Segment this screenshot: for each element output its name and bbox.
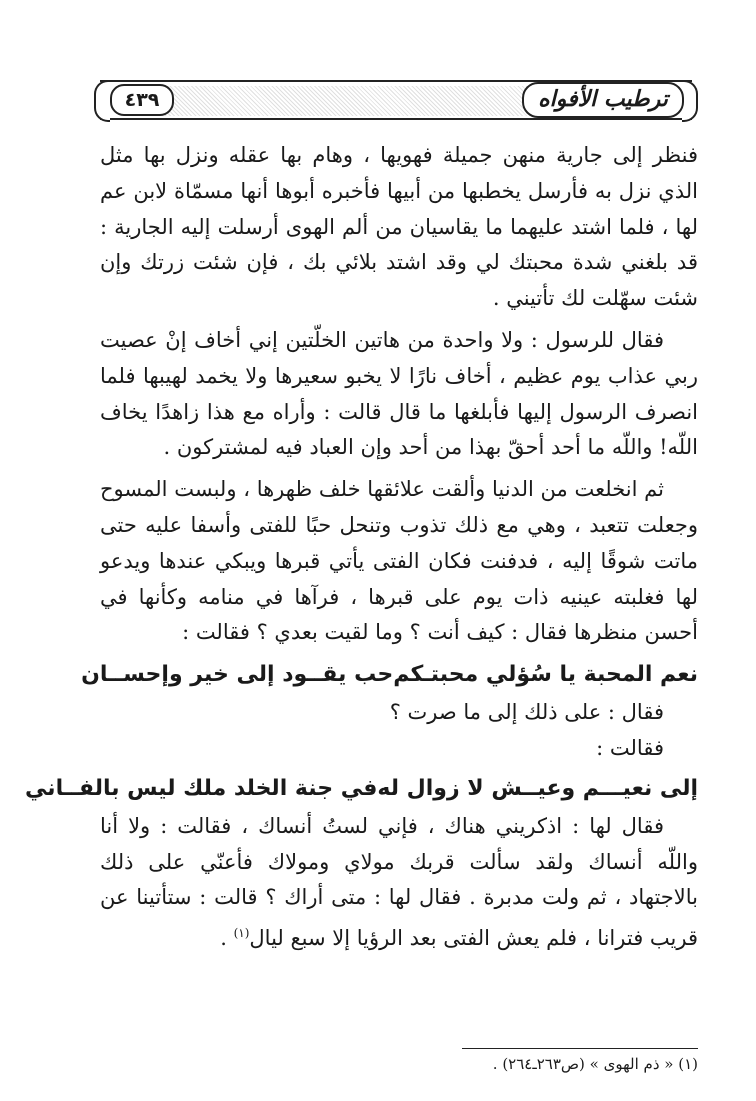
page-header xyxy=(100,74,692,126)
paragraph-4-end: . xyxy=(220,926,234,951)
footnote: (١) « ذم الهوى » (ص٢٦٣ـ٢٦٤) . xyxy=(492,1055,698,1073)
paragraph-1: فنظر إلى جارية منهن جميلة فهويها ، وهام بها عقله ونزل بها مثل الذي نزل به فأرسل يخطبها من أبيها فأخبره أبوها أنها مسمّاة لابن عم لها ، فلما اشتد عليهما ما يقاسيان من ألم الهوى أرسلت إليه الجارية : قد بلغني شدة محبتك لي وقد اشتد بلائي بك ، فإن شئت زرتك وإن شئت سهّلت لك تأتيني . xyxy=(100,143,698,311)
verse-2-second-hemistich: في جنة الخلد ملك ليس بالفــاني xyxy=(25,775,378,801)
running-title: ترطيب الأفواه xyxy=(522,82,684,118)
verse-1 xyxy=(81,657,698,693)
paragraph-2: فقال للرسول : ولا واحدة من هاتين الخلّتين إني أخاف إنْ عصيت ربي عذاب يوم عظيم ، أخاف نارًا لا يخبو سعيرها ولا يخمد لهيبها فلما انصرف الرسول إليها فأبلغها ما قال قالت : وأراه مع هذا زاهدًا يخاف اللّه! واللّه ما أحد أحقّ بهذا من أحد وإن العباد فيه لمشتركون . xyxy=(100,327,698,460)
paragraph-4 xyxy=(100,809,698,957)
body-text xyxy=(25,138,698,963)
header-ornament-band xyxy=(140,86,572,116)
header-end-cap-right xyxy=(682,80,698,122)
verse-1-second-hemistich: حب يقــود إلى خير وإحســان xyxy=(81,662,394,688)
footnote-marker: (١) xyxy=(233,926,250,941)
footnote-rule xyxy=(462,1048,698,1049)
dialogue-question: فقال : على ذلك إلى ما صرت ؟ xyxy=(389,700,664,725)
verse-1-first-hemistich: نعم المحبة يا سُؤلي محبتـكم xyxy=(393,662,698,688)
verse-2 xyxy=(25,771,698,807)
header-rule-bottom xyxy=(100,118,692,120)
header-end-cap-left xyxy=(94,80,110,122)
verse-2-first-hemistich: إلى نعيـــم وعيــش لا زوال له xyxy=(377,775,698,801)
paragraph-4-text: فقال لها : اذكريني هناك ، فإني لستُ أنساك ، فقالت : ولا أنا واللّه أنساك ولقد سألت قربك مولاي ومولاك فأعنّي على ذلك بالاجتهاد ، ثم ولت مدبرة . فقال لها : متى أراك ؟ قالت : ستأتينا عن قريب فترانا ، فلم يعش الفتى بعد الرؤيا إلا سبع ليال xyxy=(100,813,698,951)
dialogue-she-said: فقالت : xyxy=(596,735,664,760)
paragraph-3: ثم انخلعت من الدنيا وألقت علائقها خلف ظهرها ، ولبست المسوح وجعلت تتعبد ، وهي مع ذلك تذوب وتنحل حبًا للفتى وأسفا عليه حتى ماتت شوقًا إليه ، فدفنت فكان الفتى يأتي قبرها ويبكي عندها ويدعو لها فغلبته عينيه ذات يوم على قبرها ، فرآها في منامه وكأنها في أحسن منظرها فقال : كيف أنت ؟ وما لقيت بعدي ؟ فقالت : xyxy=(100,477,698,645)
page-number: ٤٣٩ xyxy=(110,84,174,116)
